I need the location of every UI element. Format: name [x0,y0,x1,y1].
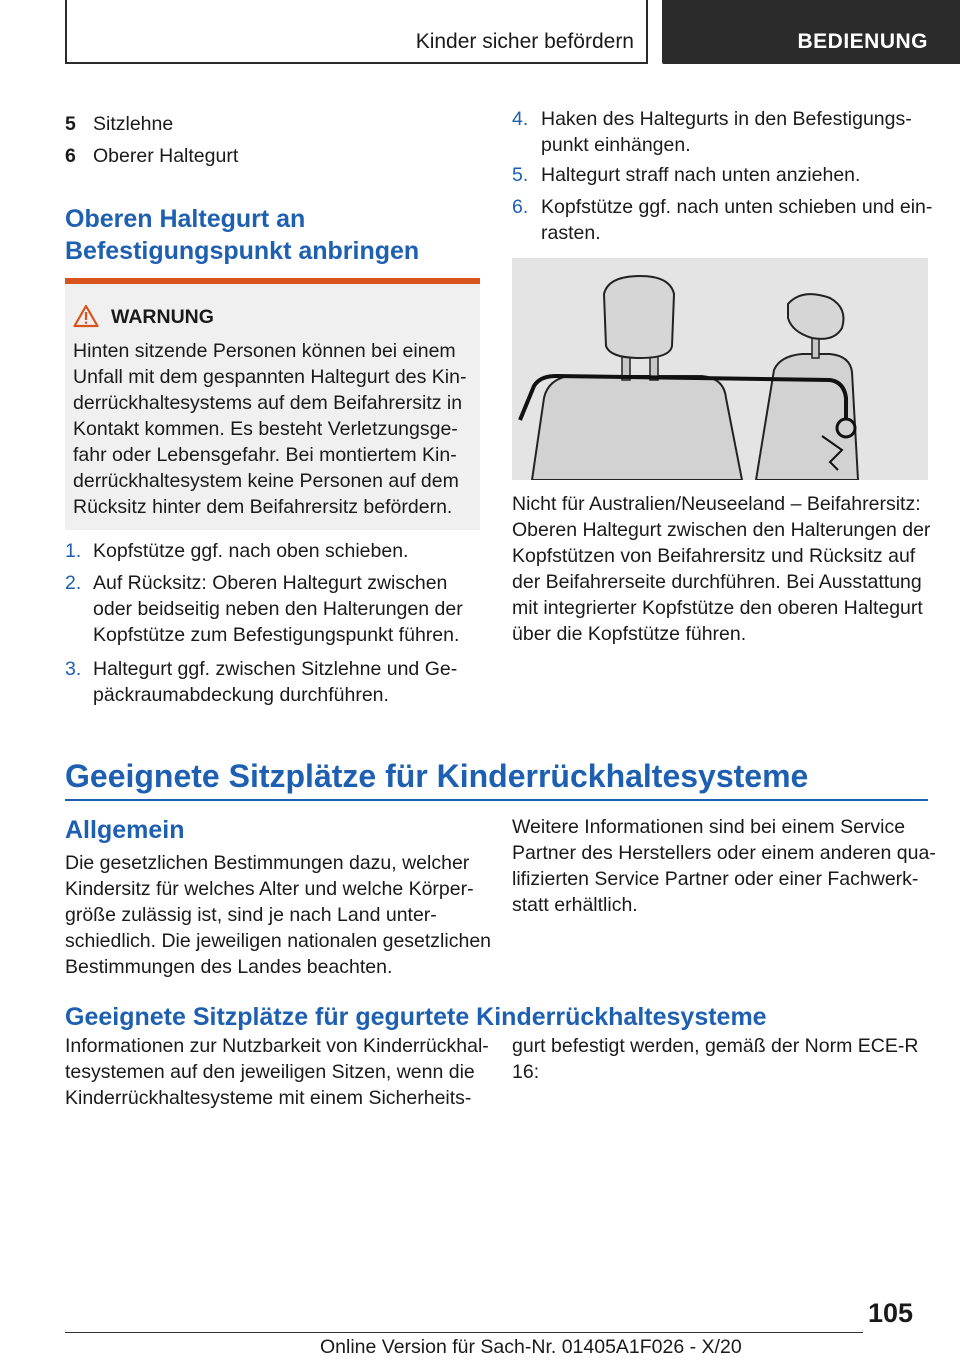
step-line: rasten. [541,222,601,244]
paragraph-line: Informationen zur Nutzbarkeit von Kinderrückhal- [65,1035,489,1057]
header-chapter-label: BEDIENUNG [797,30,928,53]
heading-line: Befestigungspunkt anbringen [65,237,420,265]
warning-line: Unfall mit dem gespannten Haltegurt des Kin- [73,366,467,388]
main-section-title: Geeignete Sitzplätze für Kinderrückhaltesysteme [65,758,809,794]
header-chapter-tab [662,0,960,64]
warning-line: derrückhaltesystems auf dem Beifahrersitz in [73,392,463,414]
step-line: päckraumabdeckung durchführen. [93,684,389,706]
step-number: 1. [65,540,82,562]
header-section-tab [65,0,648,64]
step-line: Kopfstütze ggf. nach oben schieben. [93,540,409,562]
paragraph-line: statt erhältlich. [512,894,638,916]
headrest-tether-illustration [512,258,928,480]
paragraph-line: größe zulässig ist, sind je nach Land unter- [65,904,437,926]
paragraph-line: Bestimmungen des Landes beachten. [65,956,393,978]
paragraph-line: lifizierten Service Partner oder einer Fachwerk- [512,868,919,890]
paragraph-line: Kindersitz für welches Alter und welche Körper- [65,878,474,900]
figure-caption [512,491,930,647]
step-text [541,194,932,246]
caption-line: mit integrierter Kopfstütze den oberen Haltegurt [512,597,923,619]
footer-divider [65,1332,863,1333]
paragraph-line: Weitere Informationen sind bei einem Service [512,816,906,838]
step-line: Kopfstütze zum Befestigungspunkt führen. [93,624,460,646]
warning-text [73,338,473,520]
footer-online-version: Online Version für Sach-Nr. 01405A1F026 - X/20 [320,1336,742,1358]
general-heading: Allgemein [65,816,185,844]
warning-line: Hinten sitzende Personen können bei einem [73,340,456,362]
general-paragraph-right [512,814,936,918]
warning-triangle-icon [73,304,99,328]
step-text [93,538,408,564]
section-divider [65,799,928,801]
step-line: Haken des Haltegurts in den Befestigungs- [541,108,912,130]
caption-line: Nicht für Australien/Neuseeland – Beifahrersitz: [512,493,921,515]
step-number: 4. [512,108,529,130]
caption-line: der Beifahrerseite durchführen. Bei Ausstattung [512,571,922,593]
page-number: 105 [868,1298,914,1328]
step-number: 2. [65,572,82,594]
seat-headrest-figure [512,258,928,480]
sub-paragraph-left [65,1033,489,1111]
paragraph-line: 16: [512,1061,540,1083]
warning-line: derrückhaltesystem keine Personen auf dem [73,470,459,492]
warning-box [65,278,480,530]
step-number: 3. [65,658,82,680]
step-text [541,106,912,158]
paragraph-line: Die gesetzlichen Bestimmungen dazu, welcher [65,852,470,874]
general-paragraph-left [65,850,491,980]
heading-line: Oberen Haltegurt an [65,205,306,233]
paragraph-line: gurt befestigt werden, gemäß der Norm ECE-R [512,1035,919,1057]
step-line: Kopfstütze ggf. nach unten schieben und ein- [541,196,933,218]
paragraph-line: Kinderrückhaltesysteme mit einem Sicherheits- [65,1087,472,1109]
section-heading [65,203,419,267]
caption-line: Kopfstützen von Beifahrersitz und Rücksitz auf [512,545,916,567]
step-number: 6. [512,196,529,218]
paragraph-line: Partner des Herstellers oder einem anderen qua- [512,842,936,864]
step-text [93,570,463,648]
warning-line: fahr oder Lebensgefahr. Bei montiertem Kin- [73,444,457,466]
step-line: oder beidseitig neben den Halterungen der [93,598,463,620]
legend-number: 6 [65,145,76,167]
step-line: punkt einhängen. [541,134,691,156]
warning-title: WARNUNG [111,306,214,328]
caption-line: über die Kopfstütze führen. [512,623,747,645]
warning-line: Kontakt kommen. Es besteht Verletzungsge- [73,418,458,440]
legend-text: Sitzlehne [93,113,174,135]
paragraph-line: tesystemen auf den jeweiligen Sitzen, wenn die [65,1061,475,1083]
step-text [93,656,457,708]
sub-section-heading: Geeignete Sitzplätze für gegurtete Kinderrückhaltesysteme [65,1003,767,1031]
header-section-label: Kinder sicher befördern [415,30,634,53]
sub-paragraph-right [512,1033,918,1085]
step-line: Haltegurt ggf. zwischen Sitzlehne und Ge- [93,658,458,680]
legend-number: 5 [65,113,76,135]
step-line: Haltegurt straff nach unten anziehen. [541,164,861,186]
step-number: 5. [512,164,529,186]
step-line: Auf Rücksitz: Oberen Haltegurt zwischen [93,572,448,594]
caption-line: Oberen Haltegurt zwischen den Halterungen der [512,519,931,541]
warning-line: Rücksitz hinter dem Beifahrersitz befördern. [73,496,453,518]
paragraph-line: schiedlich. Die jeweiligen nationalen gesetzlichen [65,930,492,952]
legend-text: Oberer Haltegurt [93,145,239,167]
step-text [541,162,860,188]
